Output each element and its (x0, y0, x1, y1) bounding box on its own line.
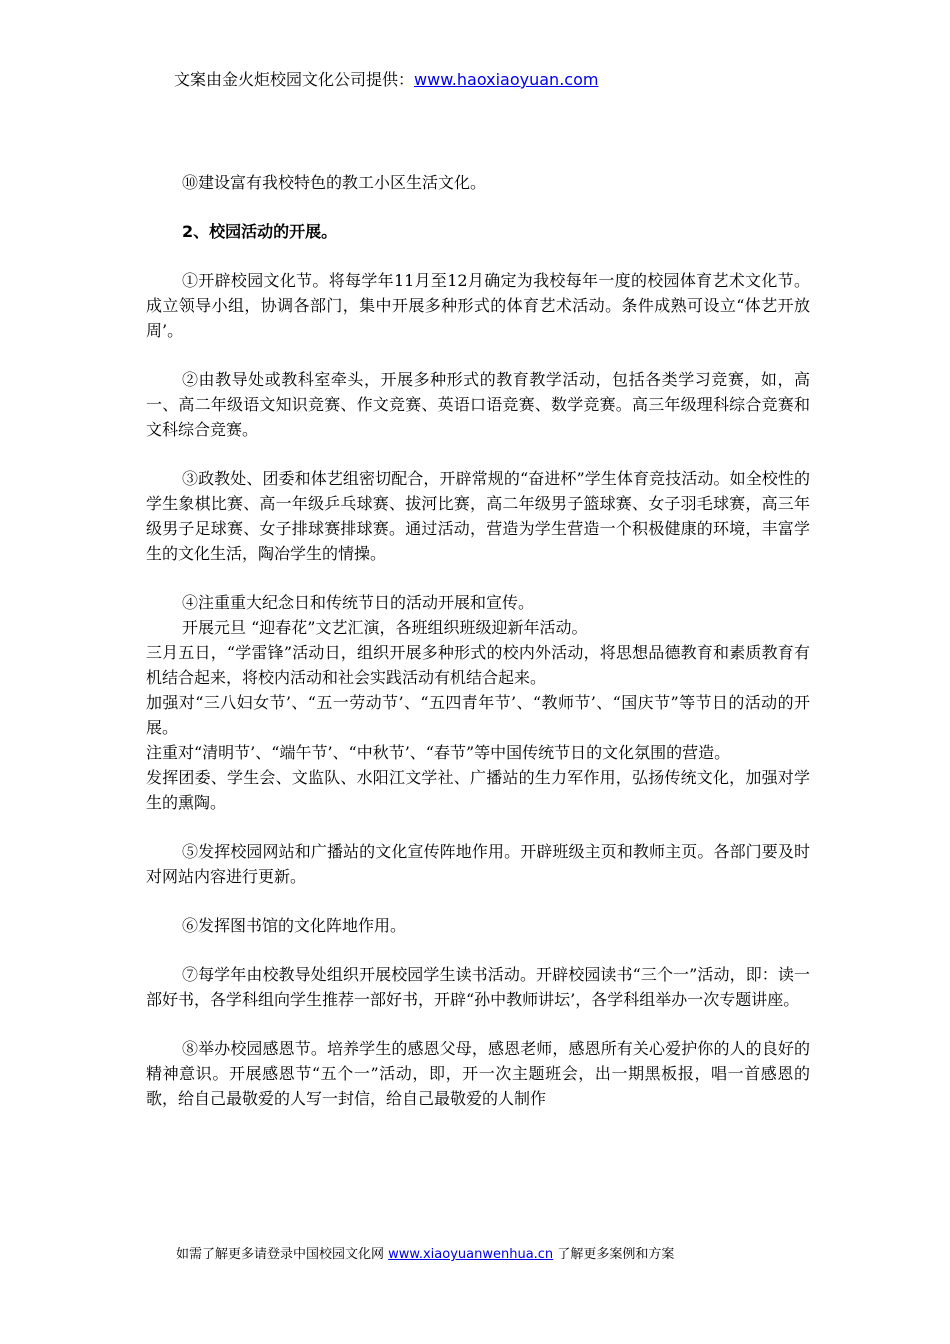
paragraph-item-6: ⑥发挥图书馆的文化阵地作用。 (182, 916, 407, 935)
paragraph-item-4a: 开展元旦 “迎春花”文艺汇演，各班组织班级迎新年活动。 (182, 618, 588, 637)
header-text: 文案由金火炬校园文化公司提供： (174, 70, 415, 89)
paragraph-item-4d: 注重对“清明节’、“端午节’、“中秋节’、“春节”等中国传统节日的文化氛围的营造。 (146, 743, 731, 762)
page-header (174, 69, 598, 91)
footer-link[interactable]: www.xiaoyuanwenhua.cn (388, 1247, 554, 1262)
footer-text-before: 如需了解更多请登录中国校园文化网 (176, 1247, 389, 1262)
paragraph-item-4: ④注重重大纪念日和传统节日的活动开展和宣传。 (182, 593, 535, 612)
paragraph-item-8: ⑧举办校园感恩节。培养学生的感恩父母，感恩老师，感恩所有关心爱护你的人的良好的精神意识。开展感恩节“五个一”活动，即，开一次主题班会，出一期黑板报，唱一首感恩的歌，给自己最敬爱的人写一封信，给自己最敬爱的人制作 (146, 1039, 810, 1108)
paragraph-item-4c: 加强对“三八妇女节’、“五一劳动节’、“五四青年节’、“教师节’、“国庆节”等节日的活动的开展。 (146, 693, 810, 737)
paragraph-item-7: ⑦每学年由校教导处组织开展校园学生读书活动。开辟校园读书“三个一”活动，即：读一部好书，各学科组向学生推荐一部好书，开辟“孙中教师讲坛’，各学科组举办一次专题讲座。 (146, 965, 810, 1009)
document-body (146, 170, 810, 1111)
footer-text-after: 了解更多案例和方案 (553, 1247, 675, 1262)
paragraph-item-5: ⑤发挥校园网站和广播站的文化宣传阵地作用。开辟班级主页和教师主页。各部门要及时对网站内容进行更新。 (146, 842, 810, 886)
paragraph-item-2: ②由教导处或教科室牵头，开展多种形式的教育教学活动，包括各类学习竞赛，如，高一、高二年级语文知识竞赛、作文竞赛、英语口语竞赛、数学竞赛。高三年级理科综合竞赛和文科综合竞赛。 (146, 370, 810, 439)
paragraph-item-1: ①开辟校园文化节。将每学年11月至12月确定为我校每年一度的校园体育艺术文化节。成立领导小组，协调各部门，集中开展多种形式的体育艺术活动。条件成熟可设立“体艺开放周’。 (146, 271, 810, 340)
paragraph-10: ⑩建设富有我校特色的教工小区生活文化。 (182, 173, 487, 192)
paragraph-item-4b: 三月五日，“学雷锋”活动日，组织开展多种形式的校内外活动，将思想品德教育和素质教育有机结合起来，将校内活动和社会实践活动有机结合起来。 (146, 643, 810, 687)
header-link[interactable]: www.haoxiaoyuan.com (414, 70, 599, 89)
page-footer (176, 1246, 674, 1264)
section-heading: 2、校园活动的开展。 (182, 222, 338, 241)
paragraph-item-4e: 发挥团委、学生会、文监队、水阳江文学社、广播站的生力军作用，弘扬传统文化，加强对学生的熏陶。 (146, 768, 810, 812)
paragraph-item-3: ③政教处、团委和体艺组密切配合，开辟常规的“奋进杯”学生体育竞技活动。如全校性的学生象棋比赛、高一年级乒乓球赛、拔河比赛，高二年级男子篮球赛、女子羽毛球赛，高三年级男子足球赛、女子排球赛排球赛。通过活动，营造为学生营造一个积极健康的环境，丰富学生的文化生活，陶冶学生的情操。 (146, 469, 810, 563)
